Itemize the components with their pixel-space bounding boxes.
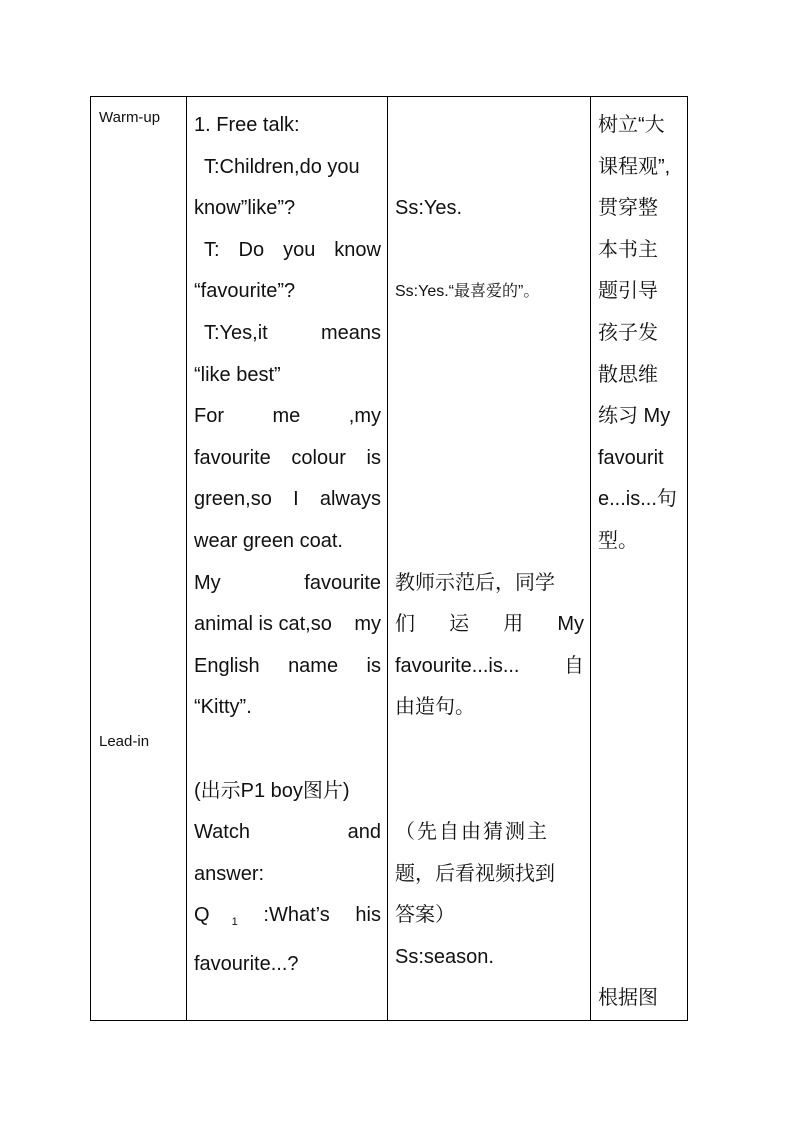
text-line: T:Yes,it means	[204, 321, 381, 344]
text-line: 根据图	[598, 987, 658, 1010]
text-line: favourite colour is	[194, 446, 381, 469]
lesson-plan-table	[90, 96, 688, 1021]
text-line: favourit	[598, 446, 664, 469]
text-line: 本书主	[598, 238, 658, 261]
table-row	[91, 97, 688, 1021]
text-line: “favourite”?	[194, 280, 296, 303]
teacher-activity-column	[187, 97, 388, 1021]
blank-line	[194, 729, 381, 771]
text-line: （先自由猜测主	[395, 821, 549, 844]
text-line: 教师示范后，同学	[395, 571, 555, 594]
text-line: animal is cat,so my	[194, 613, 381, 636]
text-line: My favourite	[194, 571, 381, 594]
text-line: 树立“大	[598, 114, 665, 136]
student-activity-column	[388, 97, 591, 1021]
stage-warm-up: Warm-up	[99, 109, 161, 126]
design-notes-column	[591, 97, 688, 1021]
text-line: 们 运 用 My	[395, 613, 584, 636]
text-line: Ss:Yes.“最喜爱的”。	[395, 283, 540, 301]
text-line: favourite...is... 自	[395, 654, 584, 677]
text-line: favourite...?	[194, 952, 299, 975]
text-line: 课程观”,	[598, 155, 671, 178]
text-line: For me ,my	[194, 405, 381, 428]
text-line: wear green coat.	[194, 529, 343, 552]
text-line: 型。	[598, 529, 638, 552]
text-line: e...is...句	[598, 488, 677, 511]
text-line: English name is	[194, 654, 381, 677]
free-talk-title: 1. Free talk:	[194, 114, 300, 136]
text-line: 由造句。	[395, 696, 475, 719]
text-line: 题，后看视频找到	[395, 862, 555, 885]
stage-lead-in: Lead-in	[99, 733, 150, 750]
text-line: answer:	[194, 862, 265, 885]
text-line: 孩子发	[598, 321, 658, 344]
text-line: Watch and	[194, 821, 381, 844]
text-line: T:Children,do you	[204, 155, 360, 178]
stage-column	[91, 97, 187, 1021]
text-line: 贯穿整	[598, 197, 658, 220]
text-line: Ss:Yes.	[395, 197, 463, 220]
text-line: 题引导	[598, 280, 658, 303]
question-line: Q $_1$ :What’s his	[194, 904, 381, 929]
text-line: 散思维	[598, 363, 658, 386]
text-line: (出示P1 boy图片)	[194, 779, 350, 802]
text-line: 答案）	[395, 904, 455, 927]
text-line: 练习 My	[598, 405, 671, 428]
text-line: T: Do you know	[204, 238, 381, 261]
text-line: “like best”	[194, 363, 281, 386]
text-line: “Kitty”.	[194, 696, 252, 719]
text-line: green,so I always	[194, 488, 381, 511]
text-line: Ss:season.	[395, 945, 494, 968]
text-line: know”like”?	[194, 197, 296, 220]
